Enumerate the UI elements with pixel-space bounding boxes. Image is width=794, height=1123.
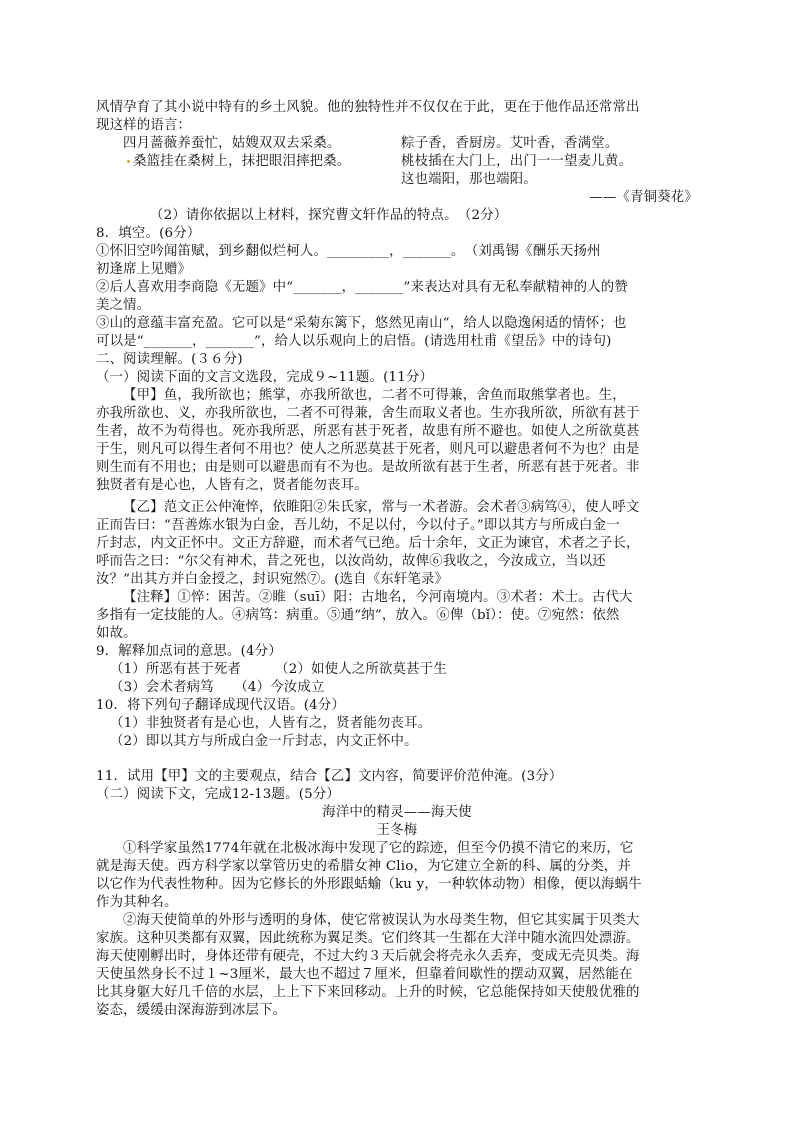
text-line: 正而告曰：“吾善炼水银为白金，吾儿幼，不足以付，今以付子。”即以其方与所成白金一: [96, 518, 620, 533]
text-line: 比其身躯大好几千倍的水层，上上下下来回移动。上升的时候，它总能保持如天使般优雅的: [96, 985, 640, 1000]
text-line: 姿态，缓缓由深海游到冰层下。: [96, 1003, 287, 1018]
text-line: ②海天使简单的外形与透明的身体，使它常被误认为水母类生物，但它其实属于贝类大: [123, 913, 640, 928]
note-line: 多指有一定技能的人。④病笃：病重。⑤通“纳”，放入。⑥俾（bǐ）：使。⑦宛然：依然: [96, 608, 620, 623]
text-line: ③山的意蕴丰富充盈。它可以是“采菊东篱下，悠然见南山”，给人以隐逸闲适的情怀；也: [96, 316, 627, 331]
question-item: （1）非独贤者有是心也，人皆有之，贤者能勿丧耳。: [110, 716, 432, 731]
poem-line: 粽子香，香厨房。艾叶香，香满堂。: [401, 136, 619, 151]
question-line: （2）请你依据以上材料，探究曹文轩作品的特点。 （2分）: [150, 208, 508, 223]
question-heading: 8．填空。(6分）: [96, 226, 201, 241]
article-author: 王冬梅: [376, 823, 418, 838]
question-item: （1）所恶有甚于死者 （2）如使人之所欲莫甚于生: [110, 662, 447, 677]
text-line: 现这样的语言：: [96, 118, 192, 133]
text-line: 以它作为代表性物种。因为它修长的外形跟蛞蝓（ku y，一种软体动物）相像，便以海蜗牛: [96, 877, 642, 892]
text-line: 则生而有不用也；由是则可以避患而有不为也。是故所欲有甚于生者，所恶有甚于死者。非: [96, 460, 640, 475]
text-line: ①科学家虽然1774年就在北极冰海中发现了它的踪迹，但至今仍摸不清它的来历，它: [123, 841, 634, 856]
section-heading: （二）阅读下文，完成12-13题。(5分）: [96, 787, 341, 802]
article-title: 海洋中的精灵——海天使: [322, 805, 472, 820]
question-heading: 11．试用【甲】文的主要观点，结合【乙】文内容，简要评价范仲淹。(3分）: [96, 769, 563, 784]
text-line: 初逢席上见赠》: [96, 262, 192, 277]
text-line: 斤封志，内文正怀中。文正方辞避，而术者气已绝。后十余年，文正为谏官，术者之子长，: [96, 536, 640, 551]
text-line: 汝？”出其方并白金授之，封识宛然⑦。(选自《东轩笔录》: [96, 572, 449, 587]
section-heading: （一）阅读下面的文言文选段，完成９~11题。(11分）: [96, 370, 434, 385]
text-line: 【甲】鱼，我所欲也；熊掌，亦我所欲也，二者不可得兼，舍鱼而取熊掌者也。生，: [123, 388, 626, 403]
question-item: （2）即以其方与所成白金一斤封志，内文正怀中。: [110, 734, 418, 749]
text-line: 海天使刚孵出时，身体还带有硬壳，不过大约３天后就会将壳永久丢弃，变成无壳贝类。海: [96, 949, 640, 964]
text-line: 家族。这种贝类都有双翼，因此统称为翼足类。它们终其一生都在大洋中随水流四处漂游。: [96, 931, 640, 946]
text-line: 就是海天使。西方科学家以掌管历史的希腊女神 Clio，为它建立全新的科、属的分类，并: [96, 859, 631, 874]
bullet-dot: [127, 160, 130, 163]
poem-line: 这也端阳，那也端阳。: [401, 172, 537, 187]
poem-line: 四月蔷薇养蚕忙，姑嫂双双去采桑。: [123, 136, 341, 151]
text-line: 独贤者有是心也，人皆有之，贤者能勿丧耳。: [96, 478, 368, 493]
text-line: 【乙】范文正公仲淹悴，依睢阳②朱氏家，常与一术者游。会术者③病笃④，使人呼文: [123, 500, 640, 515]
question-heading: 9．解释加点词的意思。(4分）: [96, 644, 282, 659]
text-line: 生者，故不为苟得也。死亦我所恶，所恶有甚于死者，故患有所不避也。如使人之所欲莫甚: [96, 424, 640, 439]
text-line: 风情孕育了其小说中特有的乡土风貌。他的独特性并不仅仅在于此，更在于他作品还常常出: [96, 100, 640, 115]
text-line: ②后人喜欢用李商隐《无题》中“_______，_______”来表达对具有无私奉献精神的人的赞: [96, 280, 628, 295]
text-line: 天使虽然身长不过１~3厘米，最大也不超过７厘米，但靠着间歇性的摆动双翼，居然能在: [96, 967, 633, 982]
note-line: 【注释】①悴：困苦。②睢（suī）阳：古地名，今河南境内。③术者：术士。古代大: [123, 590, 633, 605]
note-line: 如故。: [96, 626, 137, 641]
poem-line: 桑篮挂在桑树上，抹把眼泪摔把桑。: [133, 154, 351, 169]
text-line: 于生，则凡可以得生者何不用也？使人之所恶莫甚于死者，则凡可以避患者何不为也？由是: [96, 442, 640, 457]
text-line: 呼而告之曰：“尔父有神术，昔之死也，以汝尚幼，故俾⑥我收之，今汝成立，当以还: [96, 554, 606, 569]
poem-source: ——《青铜葵花》: [589, 190, 698, 205]
text-line: 亦我所欲也、义，亦我所欲也，二者不可得兼，舍生而取义者也。生亦我所欲，所欲有甚于: [96, 406, 640, 421]
question-item: （3）会术者病笃 （4）今汝成立: [110, 680, 325, 695]
question-heading: 10．将下列句子翻译成现代汉语。(4分）: [96, 698, 346, 713]
text-line: 美之情。: [96, 298, 151, 313]
section-heading: 二、阅读理解。(３６分): [96, 352, 243, 367]
text-line: ①怀旧空吟闻笛赋，到乡翻似烂柯人。_________，_______。 （刘禹锡《酬乐天扬州: [96, 244, 601, 259]
text-line: 可以是“_______，_______”，给人以乐观向上的启悟。(请选用杜甫《望岳》中的诗句): [96, 334, 612, 349]
text-line: 作为其种名。: [96, 895, 178, 910]
poem-line: 桃枝插在大门上，出门一一望麦儿黄。: [401, 154, 633, 169]
